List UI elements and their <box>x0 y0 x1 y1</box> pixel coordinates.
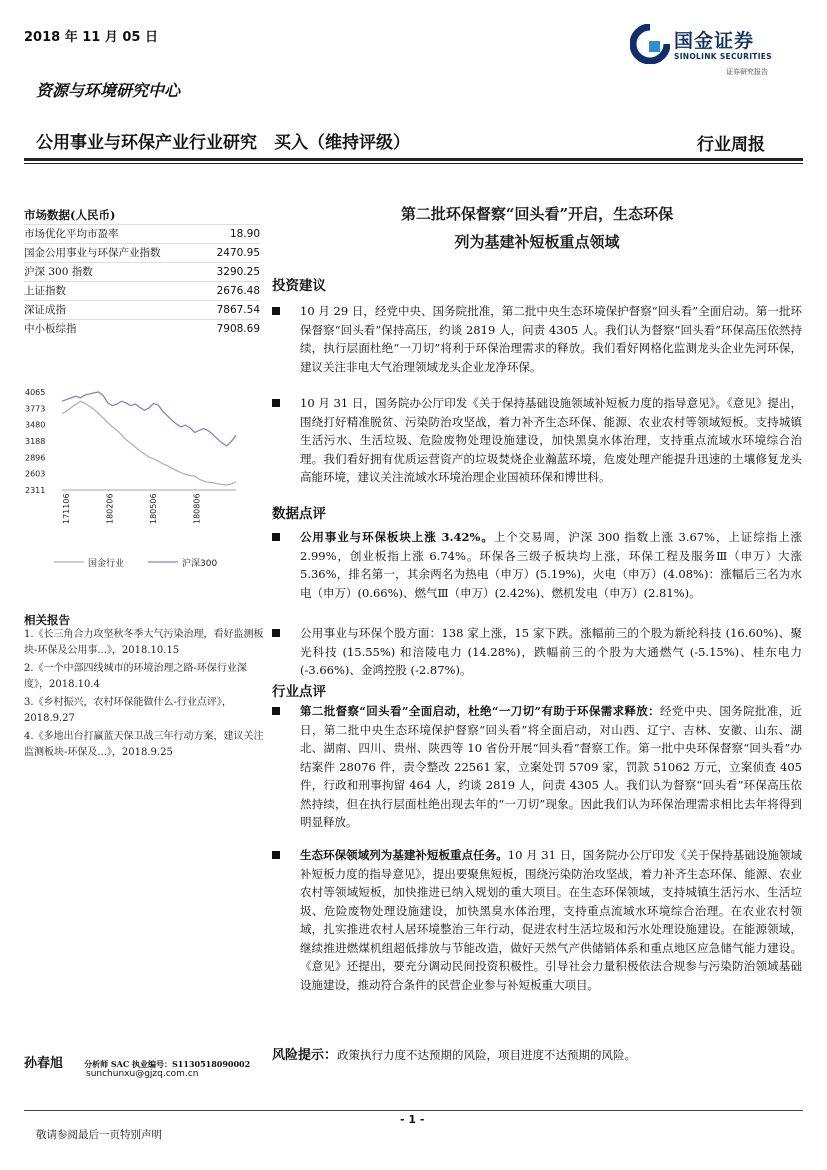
related-report-item[interactable]: 2.《一个中部四线城市的环境治理之路-环保行业深度》，2018.10.4 <box>24 663 247 690</box>
company-logo <box>630 24 800 84</box>
paragraph-body: 10 月 31 日，国务院办公厅印发《关于保持基础设施领域补短板力度的指导意见》，提出要聚焦短板，围绕污染防治攻坚战，着力补齐生态环保、能源、农业农村等领域短板，加快推进已纳入规划的重大项目。在生态环保领域，支持城镇生活污水、生活垃圾、危险废物处理设施建设，加快黑臭水体治理，支持重点流域水环境综合治理。在农业农村领域，扎实推进农村人居环境整治三年行动，促进农村生活垃圾和污水处理设施建设。在能源领域，继续推进燃煤机组超低排放与节能改造，做好天然气产供储销体系和重点地区应急储气能力建设。《意见》还提出，要充分调动民间投资积极性。引导社会力量积极依法合规参与污染防治领域基础设施建设，推动符合条件的民营企业参与补短板重大项目。 <box>300 848 803 992</box>
y-tick-label: 3188 <box>25 437 46 446</box>
logo-english-name: SINOLINK SECURITIES <box>674 52 772 61</box>
paragraph-text <box>300 846 802 994</box>
market-data-title: 市场数据(人民币) <box>24 208 116 222</box>
bullet-icon <box>272 533 280 541</box>
legend-label: 沪深300 <box>182 559 218 569</box>
market-label: 中小板综指 <box>24 323 77 335</box>
related-report-item[interactable]: 3.《乡村振兴，农村环保能做什么-行业点评》，2018.9.27 <box>24 697 232 724</box>
report-title-line: 列为基建补短板重点领域 <box>454 233 620 251</box>
related-reports-list <box>24 627 267 763</box>
series-line <box>62 392 236 446</box>
paragraph <box>272 702 802 832</box>
paragraph <box>272 302 802 376</box>
footer-divider <box>24 1110 803 1111</box>
section-heading: 行业点评 <box>272 684 326 700</box>
y-tick-label: 3773 <box>25 404 46 414</box>
y-tick-label: 2896 <box>25 453 46 463</box>
logo-mark-icon <box>630 24 670 64</box>
market-row <box>24 224 260 243</box>
market-row <box>24 262 260 281</box>
bullet-icon <box>272 707 280 715</box>
paragraph-lead: 公用事业与环保板块上涨 3.42%。 <box>300 530 494 544</box>
market-value: 2676.48 <box>216 285 260 297</box>
related-report-item[interactable]: 1.《长三角合力攻坚秋冬季大气污染治理，看好监测板块-环保及公用事...》，2018.10.15 <box>24 629 264 656</box>
y-tick-label: 4065 <box>25 388 46 397</box>
related-report-item[interactable]: 4.《多地出台打赢蓝天保卫战三年行动方案，建议关注监测板块-环保及...》，2018.9.25 <box>24 731 264 758</box>
paragraph-text <box>300 528 802 602</box>
market-label: 国金公用事业与环保产业指数 <box>24 247 161 259</box>
risk-label: 风险提示： <box>272 1048 338 1063</box>
legend-label: 国金行业 <box>88 559 125 569</box>
paragraph-text <box>300 702 802 832</box>
market-data-table <box>24 224 260 338</box>
series-line <box>62 401 236 485</box>
market-value: 3290.25 <box>216 266 260 278</box>
market-value: 7908.69 <box>216 323 260 335</box>
bullet-icon <box>272 399 280 407</box>
market-row <box>24 243 260 262</box>
related-reports-title: 相关报告 <box>24 613 70 627</box>
market-value: 2470.95 <box>216 247 260 259</box>
bullet-icon <box>272 851 280 859</box>
paragraph-text: 10 月 31 日，国务院办公厅印发《关于保持基础设施领域补短板力度的指导意见》。《意见》提出，围绕打好精准脱贫、污染防治攻坚战，着力补齐生态环保、能源、农业农村等领域短板。支持城镇生活污水、生活垃圾、危险废物处理设施建设，加快黑臭水体治理，支持重点流域水环境综合治理。我们看好拥有优质运营资产的垃圾焚烧企业瀚蓝环境，危废处理产能提升迅速的土壤修复龙头高能环境，建议关注流域水环境治理企业国祯环保和博世科。 <box>300 396 802 484</box>
paragraph <box>272 528 802 602</box>
paragraph <box>272 846 802 994</box>
x-tick-label: 180506 <box>149 493 158 524</box>
disclaimer-note[interactable]: 敬请参阅最后一页特别声明 <box>36 1129 162 1141</box>
page-number: - 1 - <box>400 1113 425 1126</box>
market-label: 深证成指 <box>24 304 66 316</box>
analyst-name: 孙春旭 <box>24 1056 64 1071</box>
paragraph <box>272 394 802 487</box>
x-tick-label: 171106 <box>62 493 71 524</box>
y-tick-label: 2311 <box>25 486 46 495</box>
paragraph-lead: 生态环保领域列为基建补短板重点任务。 <box>300 848 508 862</box>
risk-text: 政策执行力度不达预期的风险，项目进度不达预期的风险。 <box>337 1048 637 1062</box>
bullet-icon <box>272 307 280 315</box>
logo-subtitle: 证券研究报告 <box>726 68 768 76</box>
paragraph-body: 经党中央、国务院批准，近日，第二批中央生态环境保护督察“回头看”将全面启动，对山西、辽宁、吉林、安徽、山东、湖北、湖南、四川、贵州、陕西等 10 省份开展“回头看”督察工作。第一批中央环保督察“回头看”办结案件 28076 件，责令整改 22561 家，立案处罚 5709 家，罚款 51062 万元，立案侦查 405 件，行政和刑事拘留 464 人，约谈 2819 人，问责 4305 人。我们认为督察“回头看”环保高压依然持续，但在执行层面杜绝出现去年的“一刀切”现象。因此我们认为环保治理需求相比去年将得到明显释放。 <box>300 704 802 829</box>
bullet-icon <box>272 629 280 637</box>
market-row <box>24 319 260 338</box>
analyst-email[interactable]: sunchunxu@gjzq.com.cn <box>86 1069 199 1079</box>
market-label: 市场优化平均市盈率 <box>24 228 119 240</box>
industry-rating-title: 公用事业与环保产业行业研究 买入（维持评级） <box>36 133 410 153</box>
research-center: 资源与环境研究中心 <box>36 81 181 100</box>
header-divider <box>24 158 803 161</box>
index-line-chart <box>24 386 260 586</box>
risk-warning <box>272 1044 636 1063</box>
paragraph <box>272 624 802 680</box>
section-heading: 投资建议 <box>272 278 326 294</box>
x-tick-label: 180206 <box>105 493 115 524</box>
market-label: 上证指数 <box>24 285 66 297</box>
analyst-license: 分析师 SAC 执业编号：S1130518090002 <box>84 1059 251 1069</box>
market-label: 沪深 300 指数 <box>24 266 93 278</box>
chart-svg <box>24 386 260 586</box>
report-title <box>272 200 802 256</box>
market-value: 18.90 <box>229 228 260 240</box>
header-divider-thin <box>24 163 803 164</box>
report-title-line: 第二批环保督察“回头看”开启，生态环保 <box>400 205 674 223</box>
paragraph-lead: 第二批督察“回头看”全面启动，杜绝“一刀切”有助于环保需求释放： <box>300 704 661 718</box>
paragraph-text: 10 月 29 日，经党中央、国务院批准，第二批中央生态环境保护督察“回头看”全面启动。第一批环保督察“回头看”保持高压，约谈 2819 人，问责 4305 人。我们认为督察“回头看”环保高压依然持续，执行层面杜绝“一刀切”将利于环保治理需求的释放。我们看好网格化监测龙头企业先河环保，建议关注非电大气治理领域龙头企业龙净环保。 <box>300 304 802 374</box>
section-heading: 数据点评 <box>272 506 326 522</box>
x-tick-label: 180806 <box>192 493 202 524</box>
market-row <box>24 300 260 319</box>
y-tick-label: 2603 <box>25 469 46 479</box>
report-type: 行业周报 <box>697 135 765 155</box>
market-row <box>24 281 260 300</box>
report-date: 2018 年 11 月 05 日 <box>24 30 158 45</box>
logo-name: 国金证券 <box>674 30 755 52</box>
market-value: 7867.54 <box>216 304 260 316</box>
paragraph-body: 上个交易周，沪深 300 指数上涨 3.67%，上证综指上涨 2.99%，创业板指上涨 6.74%。环保各三级子板块均上涨，环保工程及服务Ⅲ（申万）大涨 5.36%，排名第一，其余两名为热电（申万）(5.19%)，火电（申万）(4.08%)：涨幅后三名为水电（申万）(0.66%)、燃气Ⅲ（申万）(2.42%)、燃机发电（申万）(2.81%)。 <box>300 530 802 600</box>
analyst-info <box>24 1052 269 1079</box>
y-tick-label: 3480 <box>25 420 46 430</box>
paragraph-text: 公用事业与环保个股方面：138 家上涨，15 家下跌。涨幅前三的个股为新纶科技 (16.60%)、聚光科技 (15.55%) 和涪陵电力 (14.28%)，跌幅前三的个股为大通燃气 (-5.15%)、桂东电力 (-3.66%)、金鸿控股 (-2.87%)。 <box>300 626 802 677</box>
